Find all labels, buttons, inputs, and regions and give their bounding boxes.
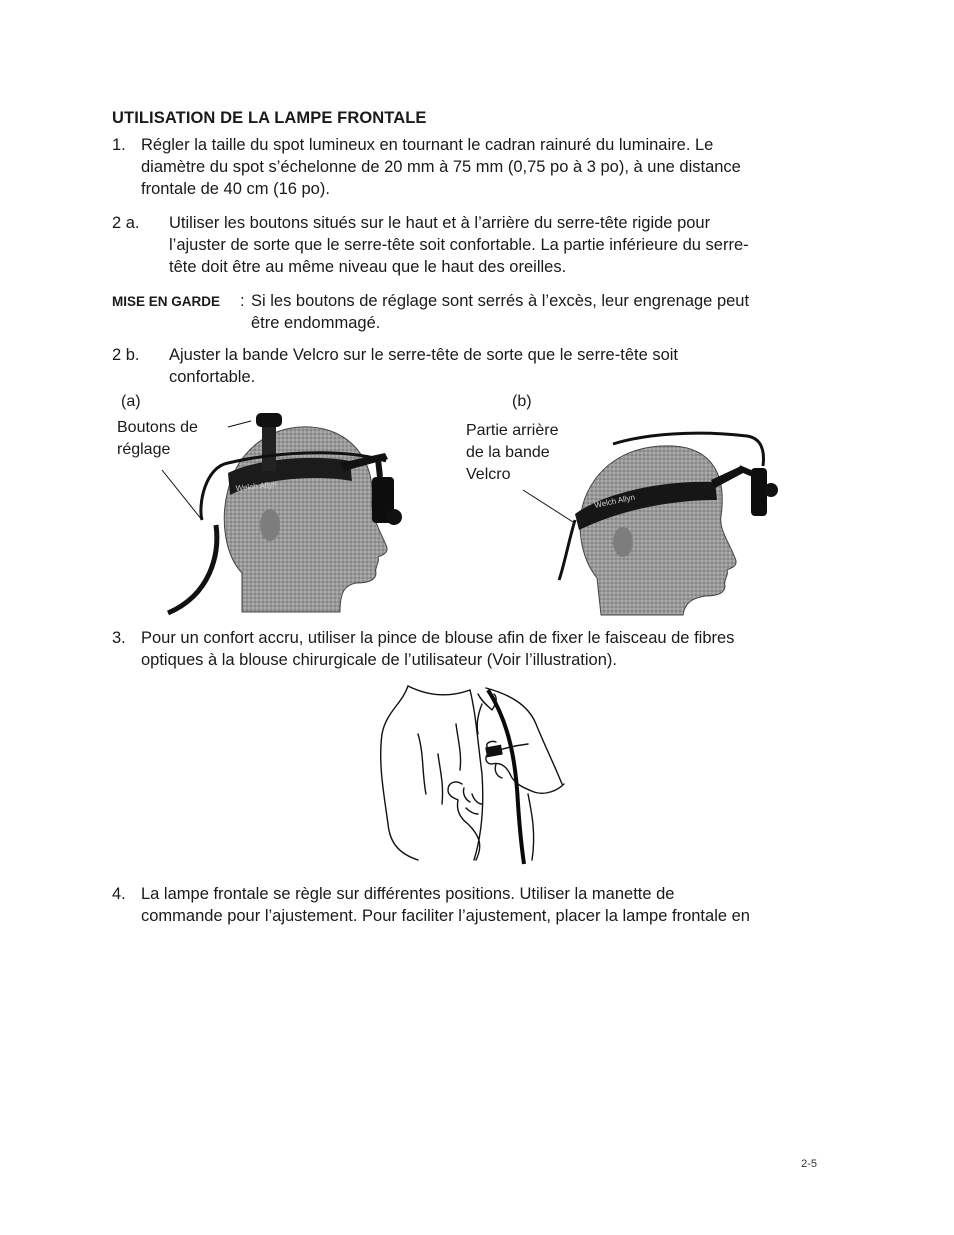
caution-line: Si les boutons de réglage sont serrés à l’excès, leur engrenage peut (251, 292, 750, 310)
figure-b-tag: (b) (512, 393, 532, 410)
section-title: UTILISATION DE LA LAMPE FRONTALE (112, 109, 427, 127)
figure-a-illustration (150, 405, 420, 617)
figure-b-illustration (515, 430, 790, 617)
callout-line: Partie arrière (466, 422, 559, 439)
step-line: Utiliser les boutons situés sur le haut et à l’arrière du serre-tête rigide pour (169, 214, 711, 232)
step-line: La lampe frontale se règle sur différentes positions. Utiliser la manette de (141, 885, 675, 903)
step-line: Ajuster la bande Velcro sur le serre-tête de sorte que le serre-tête soit (169, 346, 679, 364)
callout-line: Velcro (466, 466, 511, 483)
step-line: tête doit être au même niveau que le haut des oreilles. (169, 258, 567, 276)
page-number: 2-5 (801, 1158, 817, 1170)
step-line: confortable. (169, 368, 256, 386)
callout-line: réglage (117, 441, 171, 458)
step-line: commande pour l’ajustement. Pour faciliter l’ajustement, placer la lampe frontale en (141, 907, 750, 925)
step-4 (112, 883, 852, 927)
step-line: frontale de 40 cm (16 po). (141, 180, 330, 198)
step-3 (112, 627, 852, 671)
step-number: 1. (112, 136, 126, 154)
callout-line: de la bande (466, 444, 550, 461)
fiber-cable (488, 690, 524, 864)
gown-clip-illustration (378, 684, 578, 866)
figure-a-tag: (a) (121, 393, 141, 410)
step-number: 2 a. (112, 214, 140, 232)
step-2a (112, 212, 852, 278)
step-number: 2 b. (112, 346, 140, 364)
adjustment-knob (256, 413, 282, 427)
step-1 (112, 134, 852, 200)
step-line: Régler la taille du spot lumineux en tournant le cadran rainuré du luminaire. Le (141, 136, 714, 154)
step-line: l’ajuster de sorte que le serre-tête soit confortable. La partie inférieure du serre- (169, 236, 749, 254)
band-logo: Welch Allyn (593, 492, 636, 510)
caution-line: être endommagé. (251, 314, 381, 332)
mannequin-head (580, 446, 736, 615)
step-number: 4. (112, 885, 126, 903)
gown-clip (485, 745, 502, 758)
callout-line: Boutons de (117, 419, 198, 436)
step-line: optiques à la blouse chirurgicale de l’utilisateur (Voir l’illustration). (141, 651, 617, 669)
caution-label: MISE EN GARDE (112, 294, 221, 309)
caution-note (112, 290, 852, 332)
step-line: diamètre du spot s’échelonne de 20 mm à 75 mm (0,75 po à 3 po), à une distance (141, 158, 741, 176)
caution-separator: : (240, 292, 245, 310)
step-number: 3. (112, 629, 126, 647)
band-logo: Welch Allyn (235, 479, 278, 493)
step-2b (112, 344, 852, 388)
step-line: Pour un confort accru, utiliser la pince de blouse afin de fixer le faisceau de fibres (141, 629, 735, 647)
